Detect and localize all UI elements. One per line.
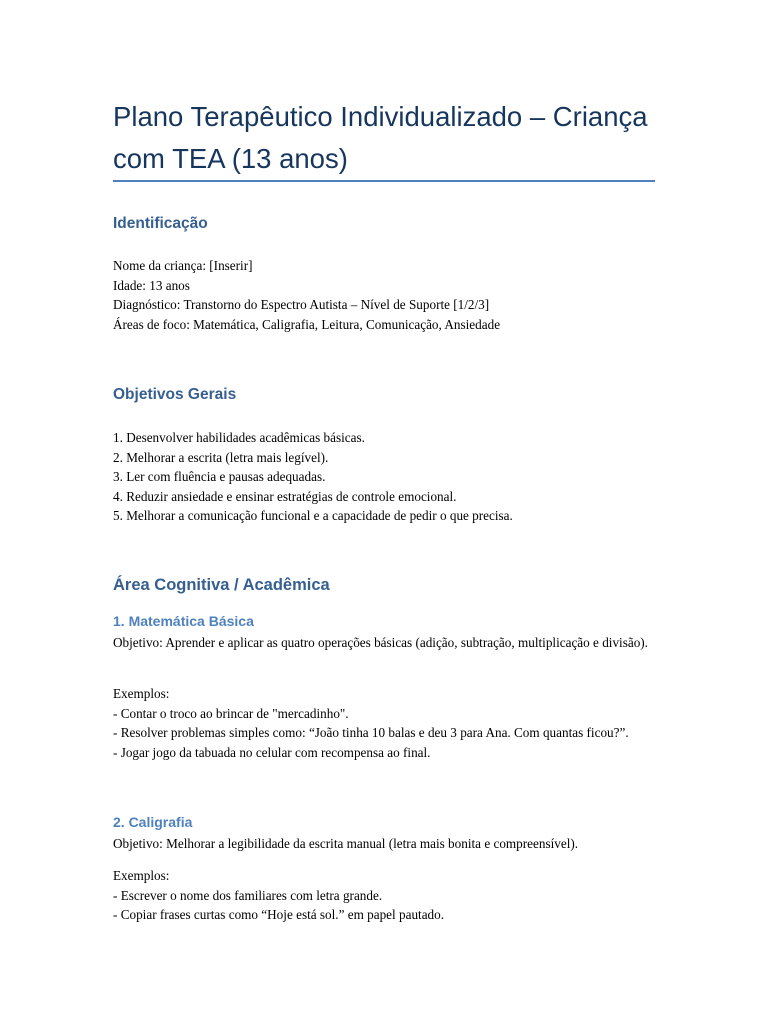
section-heading-objetivos-gerais: Objetivos Gerais: [113, 386, 237, 403]
objetivo-item: 3. Ler com fluência e pausas adequadas.: [113, 469, 326, 484]
objetivo-item: 1. Desenvolver habilidades acadêmicas básicas.: [113, 430, 365, 445]
matematica-exemplo-item: - Contar o troco ao brincar de "mercadinho".: [113, 705, 349, 721]
identificacao-idade: Idade: 13 anos: [113, 277, 190, 293]
section-heading-area-cognitiva: Área Cognitiva / Acadêmica: [113, 576, 330, 594]
identificacao-areas-foco: Áreas de foco: Matemática, Caligrafia, Leitura, Comunicação, Ansiedade: [113, 316, 501, 332]
title-divider: [113, 180, 655, 182]
identificacao-nome: Nome da criança: [Inserir]: [113, 258, 253, 273]
objetivo-item: 4. Reduzir ansiedade e ensinar estratégias de controle emocional.: [113, 488, 457, 504]
identificacao-diagnostico: Diagnóstico: Transtorno do Espectro Autista – Nível de Suporte [1/2/3]: [113, 297, 490, 312]
caligrafia-objetivo-text: Objetivo: Melhorar a legibilidade da escrita manual (letra mais bonita e compreensível).: [113, 836, 579, 851]
caligrafia-exemplos: [113, 866, 658, 925]
caligrafia-exemplos-label: Exemplos:: [113, 868, 170, 883]
matematica-exemplo-item: - Resolver problemas simples como: “João tinha 10 balas e deu 3 para Ana. Com quantas ficou?”.: [113, 725, 629, 740]
identificacao-block: [113, 256, 658, 334]
matematica-objetivo-text: Objetivo: Aprender e aplicar as quatro operações básicas (adição, subtração, multiplicação e divisão).: [113, 635, 648, 650]
matematica-exemplo-item: - Jogar jogo da tabuada no celular com recompensa ao final.: [113, 744, 431, 760]
objetivos-gerais-list: [113, 428, 658, 526]
section-heading-identificacao: Identificação: [113, 215, 208, 232]
subsection-heading-matematica: 1. Matemática Básica: [113, 613, 254, 629]
objetivo-item: 2. Melhorar a escrita (letra mais legível).: [113, 449, 329, 465]
caligrafia-exemplo-item: - Escrever o nome dos familiares com letra grande.: [113, 887, 383, 903]
caligrafia-exemplo-item: - Copiar frases curtas como “Hoje está sol.” em papel pautado.: [113, 907, 445, 922]
caligrafia-objetivo: [113, 834, 658, 854]
subsection-heading-caligrafia: 2. Caligrafia: [113, 814, 193, 830]
matematica-exemplos-label: Exemplos:: [113, 686, 170, 701]
objetivo-item: 5. Melhorar a comunicação funcional e a capacidade de pedir o que precisa.: [113, 508, 513, 523]
matematica-exemplos: [113, 684, 658, 762]
document-title: Plano Terapêutico Individualizado – Criança com TEA (13 anos): [113, 101, 648, 174]
matematica-objetivo: [113, 633, 658, 653]
